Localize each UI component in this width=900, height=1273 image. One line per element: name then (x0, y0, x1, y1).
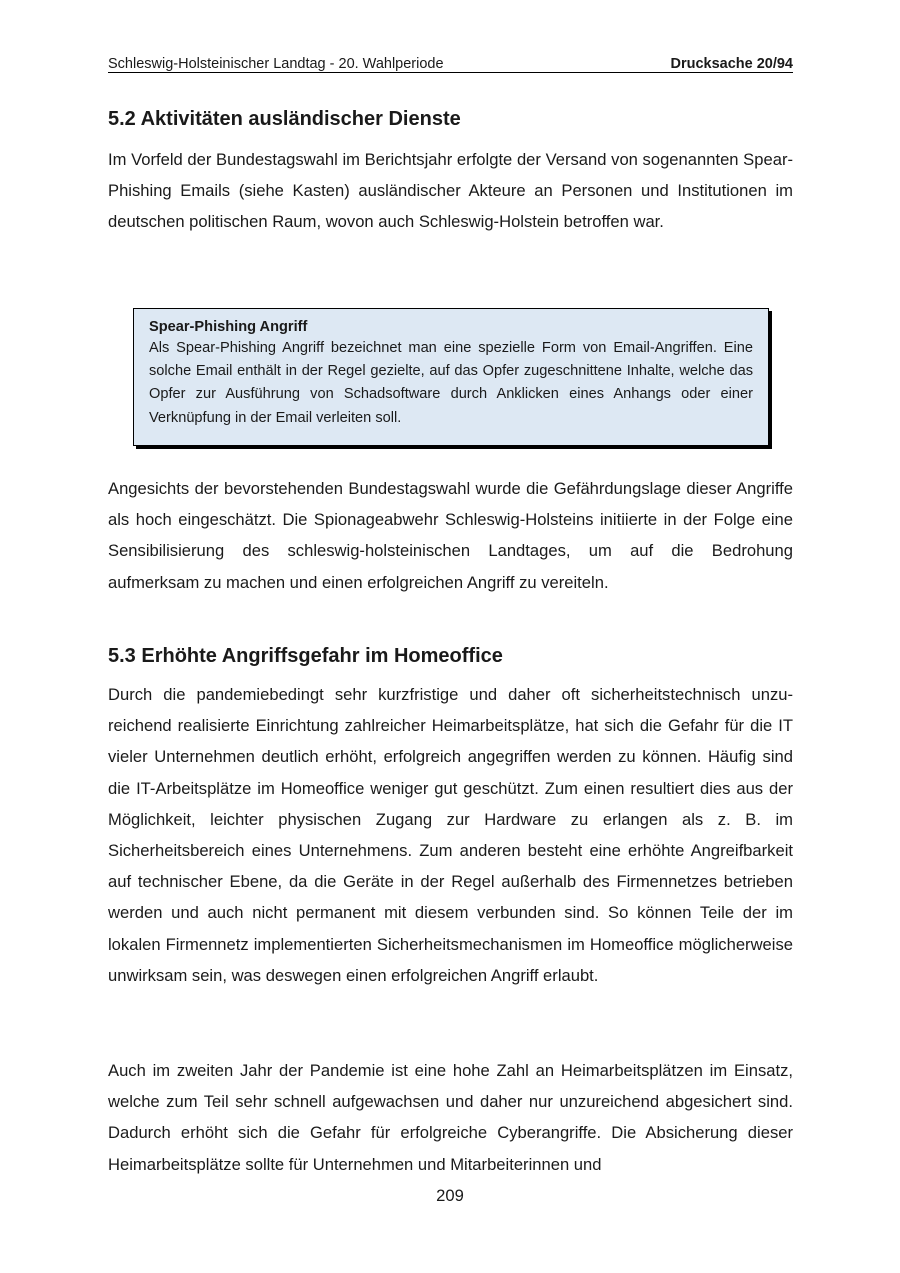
section-5-2-heading: 5.2 Aktivitäten ausländischer Dienste (108, 108, 461, 130)
header-document-number: Drucksache 20/94 (670, 56, 793, 72)
section-5-3-paragraph-1: Durch die pandemiebedingt sehr kurzfristige und daher oft sicherheitstechnisch unzureichend realisierte Einrichtung zahlreicher Heimarbeitsplätze, hat sich die Gefahr für die IT vieler Unternehmen deutlich erhöht, erfolgreich angegriffen werden zu können. Häufig sind die IT-Arbeitsplätze im Homeoffice weniger gut geschützt. Zum einen resultiert dies aus der Möglichkeit, leichter physischen Zugang zur Hardware zu erlangen als z. B. im Sicherheitsbereich eines Unternehmens. Zum anderen besteht eine erhöhte Angreifbarkeit auf technischer Ebene, da die Geräte in der Regel außerhalb des Firmennetzes betrieben werden und auch nicht permanent mit diesem verbunden sind. So können Teile der im lokalen Firmennetz implementierten Sicherheitsmechanismen im Homeoffice möglicherweise unwirksam sein, was deswegen einen erfolgreichen Angriff erlaubt. (108, 685, 793, 985)
section-5-2-paragraph-1: Im Vorfeld der Bundestagswahl im Berichtsjahr erfolgte der Versand von sogenannten Spear-Phishing Emails (siehe Kasten) ausländischer Akteure an Personen und Institutionen im deutschen politischen Raum, wovon auch Schleswig-Holstein betroffen war. (108, 150, 793, 232)
info-box-title: Spear-Phishing Angriff (149, 319, 308, 335)
info-box-spear-phishing (133, 308, 769, 446)
section-5-3-paragraph-2: Auch im zweiten Jahr der Pandemie ist eine hohe Zahl an Heimarbeitsplätzen im Einsatz, welche zum Teil sehr schnell aufgewachsen und daher nur unzureichend abgesichert sind. Dadurch erhöht sich die Gefahr für erfolgreiche Cyberangriffe. Die Absicherung dieser Heimarbeitsplätze sollte für Unternehmen und Mitarbeiterinnen und (108, 1061, 793, 1174)
header-parliament: Schleswig-Holsteinischer Landtag - 20. Wahlperiode (108, 56, 444, 72)
section-5-2-paragraph-2: Angesichts der bevorstehenden Bundestagswahl wurde die Gefährdungslage dieser Angriffe als hoch eingeschätzt. Die Spionageabwehr Schleswig-Holsteins initiierte in der Folge eine Sensibilisierung des schleswig-holsteinischen Landtages, um auf die Bedrohung aufmerksam zu machen und einen erfolgreichen Angriff zu vereiteln. (108, 479, 793, 592)
section-5-3-heading: 5.3 Erhöhte Angriffsgefahr im Homeoffice (108, 645, 503, 667)
page-number: 209 (436, 1186, 464, 1205)
info-box-text: Als Spear-Phishing Angriff bezeichnet man eine spezielle Form von Email-Angriffen. Eine solche Email enthält in der Regel gezielte, auf das Opfer zugeschnittene Inhalte, welche das Opfer zur Ausführung von Schadsoftware durch Anklicken eines Anhangs oder einer Verknüpfung in der Email verleiten soll. (149, 340, 753, 426)
page-header (108, 54, 793, 73)
